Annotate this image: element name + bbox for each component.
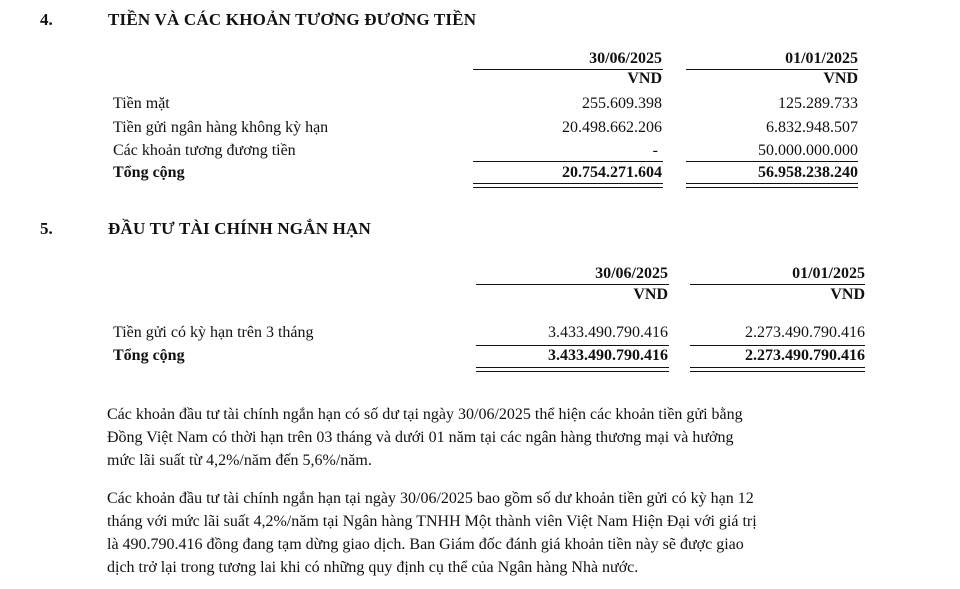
- s5-col1-date: 30/06/2025: [595, 265, 668, 282]
- section-4-title: TIỀN VÀ CÁC KHOẢN TƯƠNG ĐƯƠNG TIỀN: [108, 10, 477, 29]
- s4-row-label: Tiền gửi ngân hàng không kỳ hạn: [113, 119, 329, 136]
- s4-col1-unit: VND: [627, 70, 662, 87]
- s5-col2-double-rule-top: [690, 367, 865, 368]
- s4-row-value-col2: 125.289.733: [778, 95, 858, 112]
- s5-col2-unit: VND: [830, 286, 865, 303]
- paragraph-line: tháng với mức lãi suất 4,2%/năm tại Ngân hàng TNHH Một thành viên Việt Nam Hiện Đại với giá trị: [107, 513, 757, 530]
- s5-col1-double-rule-top: [476, 367, 669, 368]
- s5-col1-unit: VND: [633, 286, 668, 303]
- s4-row-value-col2: 6.832.948.507: [766, 119, 858, 136]
- s4-col1-date: 30/06/2025: [589, 50, 662, 67]
- paragraph-line: Đồng Việt Nam có thời hạn trên 03 tháng và dưới 01 năm tại các ngân hàng thương mại và hưởng: [107, 429, 734, 446]
- section-5-number: 5.: [40, 219, 53, 238]
- s5-total-value-col2: 2.273.490.790.416: [745, 347, 865, 364]
- s4-row-value-col1: 255.609.398: [582, 95, 662, 112]
- s5-total-label: Tổng cộng: [113, 347, 185, 364]
- s5-row-value-col2: 2.273.490.790.416: [745, 324, 865, 341]
- section-4-number: 4.: [40, 10, 53, 29]
- s4-col2-unit: VND: [823, 70, 858, 87]
- s4-total-label: Tổng cộng: [113, 164, 185, 181]
- s4-row-value-col1: 20.498.662.206: [562, 119, 662, 136]
- s4-col2-double-rule-bottom: [686, 187, 858, 188]
- s4-row-label: Các khoản tương đương tiền: [113, 142, 296, 159]
- s4-col1-subtotal-rule: [473, 161, 663, 162]
- s4-col2-date: 01/01/2025: [785, 50, 858, 67]
- section-5-title: ĐẦU TƯ TÀI CHÍNH NGẮN HẠN: [108, 219, 372, 238]
- s4-col1-double-rule-bottom: [473, 187, 663, 188]
- paragraph-line: là 490.790.416 đồng đang tạm dừng giao dịch. Ban Giám đốc đánh giá khoản tiền này sẽ được giao: [107, 536, 744, 553]
- s5-col2-date: 01/01/2025: [792, 265, 865, 282]
- paragraph-line: Các khoản đầu tư tài chính ngắn hạn có số dư tại ngày 30/06/2025 thể hiện các khoản tiền gửi bằng: [107, 406, 743, 423]
- s5-total-value-col1: 3.433.490.790.416: [548, 347, 668, 364]
- s5-col2-double-rule-bottom: [690, 371, 865, 372]
- s4-row-label: Tiền mặt: [113, 95, 170, 112]
- s4-total-value-col1: 20.754.271.604: [562, 164, 662, 181]
- s5-row-label: Tiền gửi có kỳ hạn trên 3 tháng: [113, 324, 314, 341]
- s4-col2-double-rule-top: [686, 183, 858, 184]
- s5-row-value-col1: 3.433.490.790.416: [548, 324, 668, 341]
- paragraph-line: dịch trở lại trong tương lai khi có những quy định cụ thể của Ngân hàng Nhà nước.: [107, 559, 639, 576]
- paragraph-line: mức lãi suất từ 4,2%/năm đến 5,6%/năm.: [107, 452, 372, 469]
- s4-row-value-col1: -: [652, 142, 658, 159]
- paragraph-line: Các khoản đầu tư tài chính ngắn hạn tại ngày 30/06/2025 bao gồm số dư khoản tiền gửi có kỳ hạn 12: [107, 490, 754, 507]
- note-paragraph-2: [107, 487, 897, 579]
- s4-col1-double-rule-top: [473, 183, 663, 184]
- s5-col1-double-rule-bottom: [476, 371, 669, 372]
- s4-total-value-col2: 56.958.238.240: [758, 164, 858, 181]
- s4-row-value-col2: 50.000.000.000: [758, 142, 858, 159]
- s4-col2-subtotal-rule: [686, 161, 858, 162]
- note-paragraph-1: [107, 403, 897, 472]
